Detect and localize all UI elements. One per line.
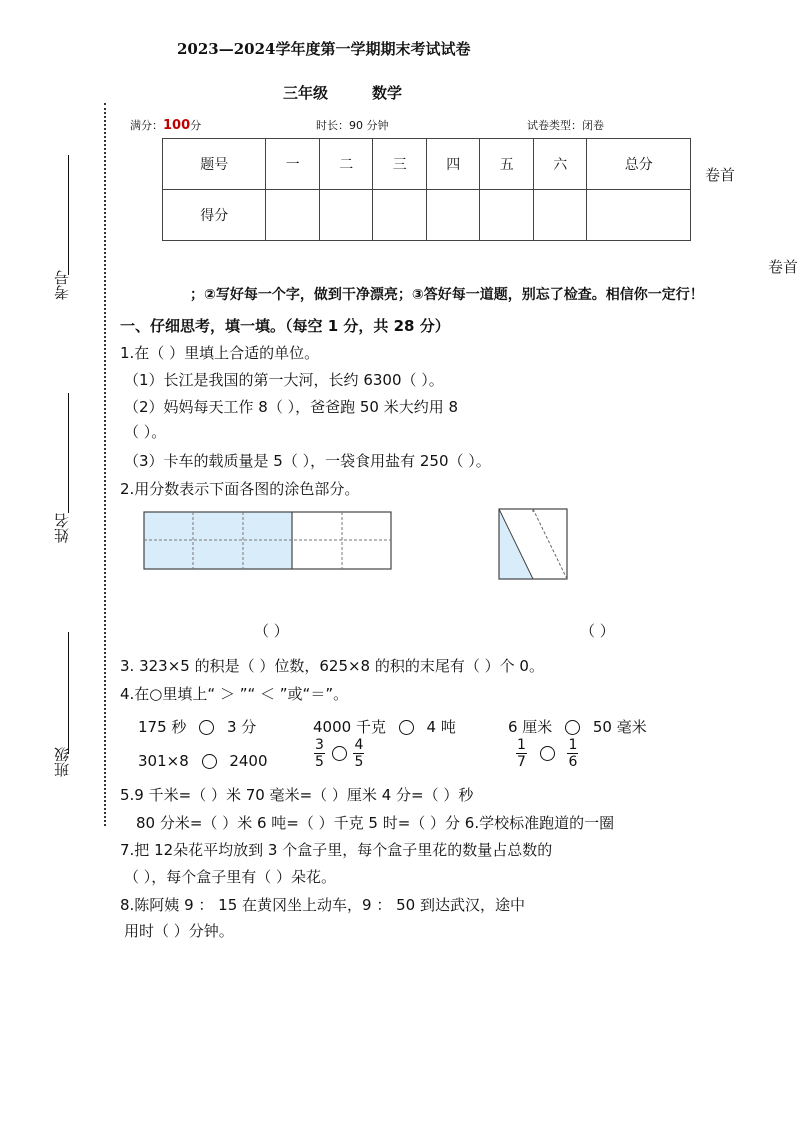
encouragement-text: ；②写好每一个字，做到干净漂亮；③答好每一道题，别忘了检查。相信你一定行！	[190, 287, 704, 303]
class-label: 班级	[53, 747, 71, 777]
table-cell: 三	[373, 139, 427, 190]
compare-item	[508, 716, 647, 737]
answer-blank-2[interactable]: （ ）	[580, 622, 615, 640]
table-cell: 题号	[163, 139, 266, 190]
score-input-cell[interactable]	[266, 190, 320, 241]
compare-right: 50 毫米	[592, 718, 647, 736]
denominator: 5	[315, 754, 324, 770]
question-2: 2.用分数表示下面各图的涂色部分。	[120, 480, 360, 498]
compare-right: 2400	[229, 752, 268, 770]
compare-circle-icon[interactable]	[399, 720, 414, 735]
table-cell: 五	[480, 139, 534, 190]
score-table-score-row	[163, 190, 691, 241]
question-7-line-2: （ ），每个盒子里有（ ）朵花。	[124, 868, 337, 886]
question-3: 3. 323×5 的积是（ ）位数，625×8 的积的末尾有（ ）个 0。	[120, 657, 544, 675]
denominator: 5	[354, 754, 364, 770]
exam-no-label: 考号	[53, 270, 71, 300]
full-score-unit: 分	[190, 119, 202, 132]
compare-item-fractions	[516, 737, 578, 770]
numerator: 1	[517, 737, 526, 753]
fraction	[314, 737, 325, 770]
denominator: 7	[517, 754, 526, 770]
score-input-cell[interactable]	[319, 190, 373, 241]
compare-circle-icon[interactable]	[202, 754, 217, 769]
score-input-cell[interactable]	[480, 190, 534, 241]
compare-circle-icon[interactable]	[332, 746, 347, 761]
question-7-line-1: 7.把 12朵花平均放到 3 个盒子里，每个盒子里花的数量占总数的	[120, 841, 553, 859]
binding-dotted-line	[104, 103, 106, 826]
question-1-3: （3）卡车的载质量是 5（ ），一袋食用盐有 250（ ）。	[124, 452, 491, 470]
compare-left: 6 厘米	[508, 718, 553, 736]
question-1: 1.在（ ）里填上合适的单位。	[120, 344, 320, 362]
exam-title: 2023—2024学年度第一学期期末考试试卷	[177, 40, 471, 58]
compare-right: 3 分	[226, 718, 257, 736]
question-1-2b: （ ）。	[124, 423, 167, 441]
compare-circle-icon[interactable]	[540, 746, 555, 761]
full-score-value: 100	[163, 118, 191, 133]
duration-value: 90 分钟	[349, 119, 389, 132]
compare-item	[138, 752, 268, 770]
question-1-1: （1）长江是我国的第一大河，长约 6300（ ）。	[124, 371, 444, 389]
juanshou-label-2: 卷首	[768, 258, 798, 276]
compare-left: 175 秒	[138, 718, 187, 736]
paper-type	[527, 117, 604, 133]
grade-label: 三年级	[283, 84, 329, 102]
score-input-cell[interactable]	[587, 190, 691, 241]
section-title: 一、仔细思考，填一填。（每空 1 分，共 28 分）	[120, 317, 450, 335]
compare-left: 301×8	[138, 752, 189, 770]
table-cell: 四	[426, 139, 480, 190]
table-cell: 总分	[587, 139, 691, 190]
numerator: 4	[354, 737, 364, 753]
numerator: 1	[568, 737, 578, 753]
answer-blank-1[interactable]: （ ）	[254, 622, 289, 640]
question-4: 4.在○里填上“ ＞ ”“ ＜ ”或“＝”。	[120, 685, 349, 703]
full-score-label: 满分：	[130, 119, 163, 132]
denominator: 6	[568, 754, 578, 770]
subject-label: 数学	[372, 84, 403, 102]
table-cell: 二	[319, 139, 373, 190]
fraction	[516, 737, 527, 770]
compare-circle-icon[interactable]	[565, 720, 580, 735]
compare-item-fractions	[314, 737, 364, 770]
question-8-line-1: 8.陈阿姨 9 ： 15 在黄冈坐上动车，9 ： 50 到达武汉，途中	[120, 896, 525, 914]
question-5-line-1: 5.9 千米=（ ）米 70 毫米=（ ）厘米 4 分=（ ）秒	[120, 786, 474, 804]
compare-item	[313, 716, 456, 737]
score-input-cell[interactable]	[373, 190, 427, 241]
compare-item	[138, 716, 256, 737]
exam-no-line	[68, 155, 69, 275]
name-label: 姓名	[53, 513, 71, 543]
question-1-2: （2）妈妈每天工作 8（ ），爸爸跑 50 米大约用 8	[124, 398, 459, 416]
table-cell: 一	[266, 139, 320, 190]
duration	[316, 117, 389, 133]
compare-left: 4000 千克	[313, 718, 386, 736]
score-table	[162, 138, 691, 241]
compare-circle-icon[interactable]	[199, 720, 214, 735]
question-8-line-2: 用时（ ）分钟。	[124, 922, 234, 940]
fraction	[567, 737, 578, 770]
question-5-line-2: 80 分米=（ ）米 6 吨=（ ）千克 5 时=（ ）分 6.学校标准跑道的一圈	[136, 814, 615, 832]
full-score	[130, 117, 201, 133]
compare-right: 4 吨	[426, 718, 456, 736]
class-line	[68, 632, 69, 754]
juanshou-label: 卷首	[705, 166, 736, 184]
paper-type-value: 闭卷	[582, 119, 604, 132]
fraction	[353, 737, 364, 770]
score-input-cell[interactable]	[533, 190, 587, 241]
score-input-cell[interactable]	[426, 190, 480, 241]
shaded-square-figure	[497, 507, 571, 582]
paper-type-label: 试卷类型：	[527, 119, 582, 132]
shaded-rectangle-figure	[143, 511, 395, 573]
table-cell: 得分	[163, 190, 266, 241]
score-table-header-row	[163, 139, 691, 190]
numerator: 3	[315, 737, 324, 753]
duration-label: 时长：	[316, 119, 349, 132]
table-cell: 六	[533, 139, 587, 190]
name-line	[68, 393, 69, 513]
